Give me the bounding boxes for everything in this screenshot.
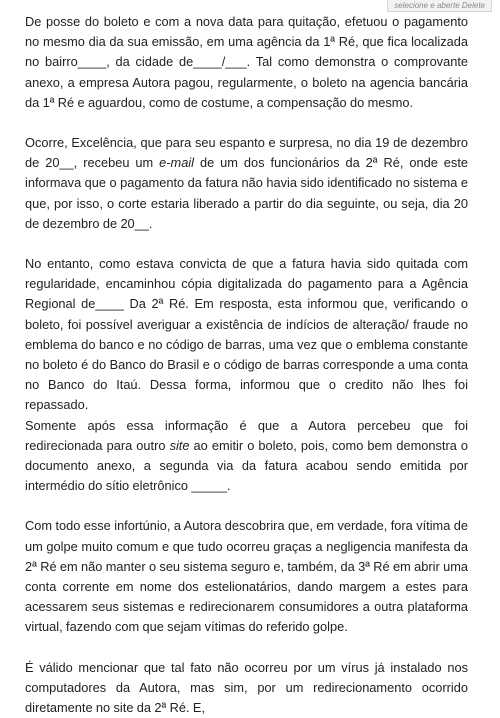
- paragraph-email-notice: [25, 133, 468, 234]
- text-run: ao emitir o boleto, pois, como bem demonstra o documento anexo, a segunda via da fatura acabou sendo emitida por intermédio do sítio eletrônico _____.: [25, 437, 469, 494]
- italic-term: site: [169, 437, 190, 453]
- text-run: de um dos funcionários da 2ª Ré, onde este informava que o pagamento da fatura não havia sido identificado no sistema e que, por isso, o corte estaria liberado a partir do dia seguinte, ou seja, dia 20 de dezembro de 20__.: [25, 155, 468, 231]
- corner-hint: selecione e aberte Delete: [387, 0, 492, 12]
- paragraph-fraud-discovery: [25, 254, 468, 416]
- text-run: É válido mencionar que tal fato não ocorreu por um vírus já instalado nos computadores da Autora, mas sim, por um redirecionamento ocorrido diretamente no site da 2ª Ré. E,: [25, 659, 468, 716]
- paragraph-payment: [25, 12, 468, 113]
- text-run: Somente após essa informação é que a Autora percebeu que foi redirecionada para outro: [25, 417, 468, 453]
- paragraph-virus-note: [25, 658, 468, 718]
- document-body: [25, 12, 468, 718]
- text-run: Ocorre, Excelência, que para seu espanto e surpresa, no dia 19 de dezembro de 20__, recebeu um: [25, 135, 468, 171]
- text-run: Com todo esse infortúnio, a Autora descobrira que, em verdade, fora vítima de um golpe muito comum e que tudo ocorreu graças a negligencia manifesta da 2ª Ré em não manter o seu sistema seguro e, também, da 3ª Ré em abrir uma conta corrente em nome dos estelionatários, dando margem a estes para acessarem seus sistemas e redirecionarem consumidores a outra plataforma virtual, fazendo com que sejam vítimas do referido golpe.: [25, 518, 468, 635]
- text-run: De posse do boleto e com a nova data para quitação, efetuou o pagamento no mesmo dia da sua emissão, em uma agência da 1ª Ré, que fica localizada no bairro____, da cidade de____/___. Tal como demonstra o comprovante anexo, a empresa Autora pagou, regularmente, o boleto na agencia bancária da 1ª Ré e aguardou, como de costume, a compensação do mesmo.: [25, 14, 468, 110]
- paragraph-redirect: [25, 416, 468, 497]
- italic-term: e-mail: [159, 155, 194, 171]
- paragraph-scam-explanation: [25, 516, 468, 637]
- text-run: No entanto, como estava convicta de que a fatura havia sido quitada com regularidade, encaminhou cópia digitalizada do pagamento para a Agência Regional de____ Da 2ª Ré. Em resposta, esta informou que, verificando o boleto, foi possível averiguar a existência de indícios de alteração/ fraude no emblema do banco e no código de barras, uma vez que o emblema constante no boleto é do Banco do Brasil e o código de barras corresponde a uma conta no Banco do Itaú. Dessa forma, informou que o credito não lhes foi repassado.: [25, 256, 468, 413]
